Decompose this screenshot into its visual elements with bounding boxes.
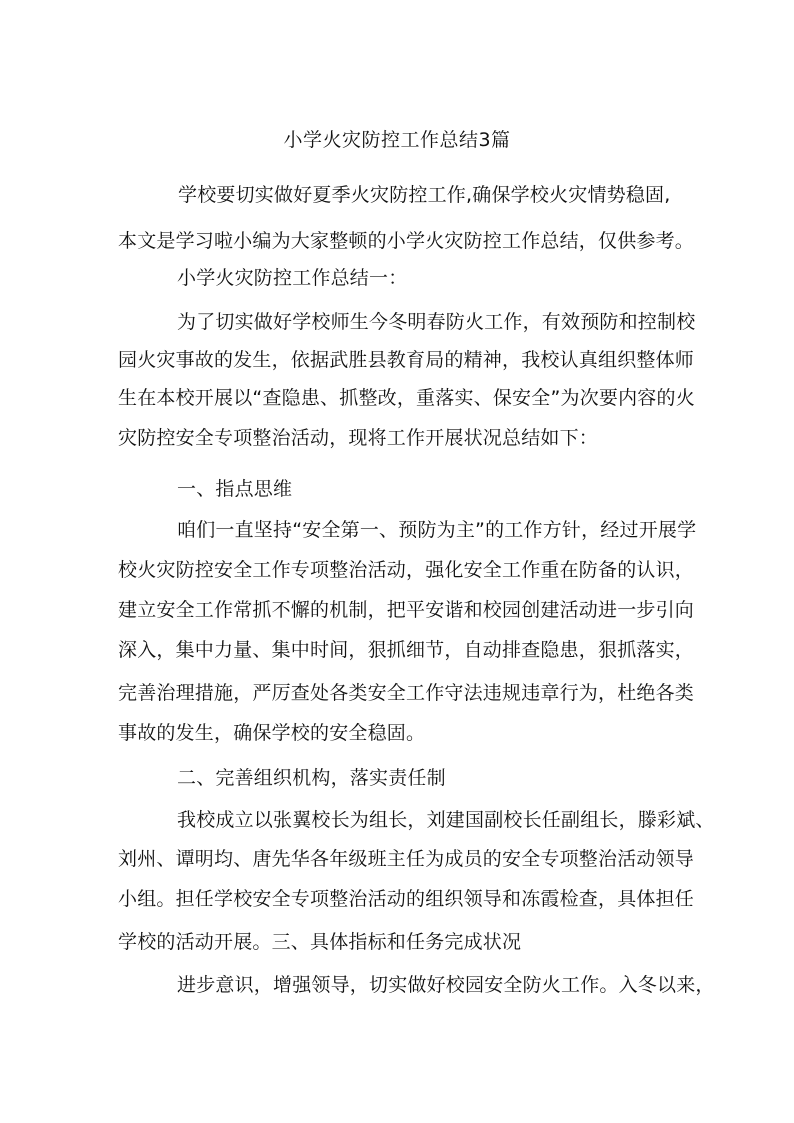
paragraph-line: 小组。担任学校安全专项整治活动的组织领导和冻霞检查，具体担任	[118, 888, 695, 910]
paragraph-line: 校火灾防控安全工作专项整治活动，强化安全工作重在防备的认识，	[118, 559, 695, 581]
section-heading: 一、指点思维	[177, 478, 293, 500]
paragraph-line: 深入，集中力量、集中时间，狠抓细节，自动排查隐患，狠抓落实，	[118, 639, 695, 661]
paragraph-line: 刘州、谭明均、唐先华各年级班主任为成员的安全专项整治活动领导	[118, 848, 695, 870]
paragraph-line: 学校要切实做好夏季火灾防控工作,确保学校火灾情势稳固,	[178, 184, 671, 206]
paragraph-line: 建立安全工作常抓不懈的机制，把平安谐和校园创建活动进一步引向	[118, 599, 695, 621]
paragraph-line: 园火灾事故的发生，依据武胜县教育局的精神，我校认真组织整体师	[118, 349, 695, 371]
paragraph-line: 为了切实做好学校师生今冬明春防火工作，有效预防和控制校	[177, 311, 696, 333]
paragraph-line: 灾防控安全专项整治活动，现将工作开展状况总结如下：	[118, 427, 599, 449]
paragraph-line: 我校成立以张翼校长为组长，刘建国副校长任副组长，滕彩斌、	[177, 809, 715, 831]
paragraph-line: 学校的活动开展。三、具体指标和任务完成状况	[118, 931, 522, 953]
paragraph-line: 本文是学习啦小编为大家整顿的小学火灾防控工作总结，仅供参考。	[118, 230, 695, 252]
section-heading: 二、完善组织机构，落实责任制	[177, 767, 446, 789]
paragraph-line: 完善治理措施，严厉查处各类安全工作守法违规违章行为，杜绝各类	[118, 682, 695, 704]
document-title: 小学火灾防控工作总结3篇	[283, 129, 511, 151]
paragraph-line: 生在本校开展以“查隐患、抓整改，重落实、保安全”为次要内容的火	[118, 387, 695, 409]
paragraph-line: 事故的发生，确保学校的安全稳固。	[118, 722, 426, 744]
paragraph-line: 咱们一直坚持“安全第一、预防为主”的工作方针，经过开展学	[177, 519, 697, 541]
paragraph-line: 进步意识，增强领导，切实做好校园安全防火工作。入冬以来，	[177, 974, 715, 996]
section-heading: 小学火灾防控工作总结一：	[177, 267, 408, 289]
